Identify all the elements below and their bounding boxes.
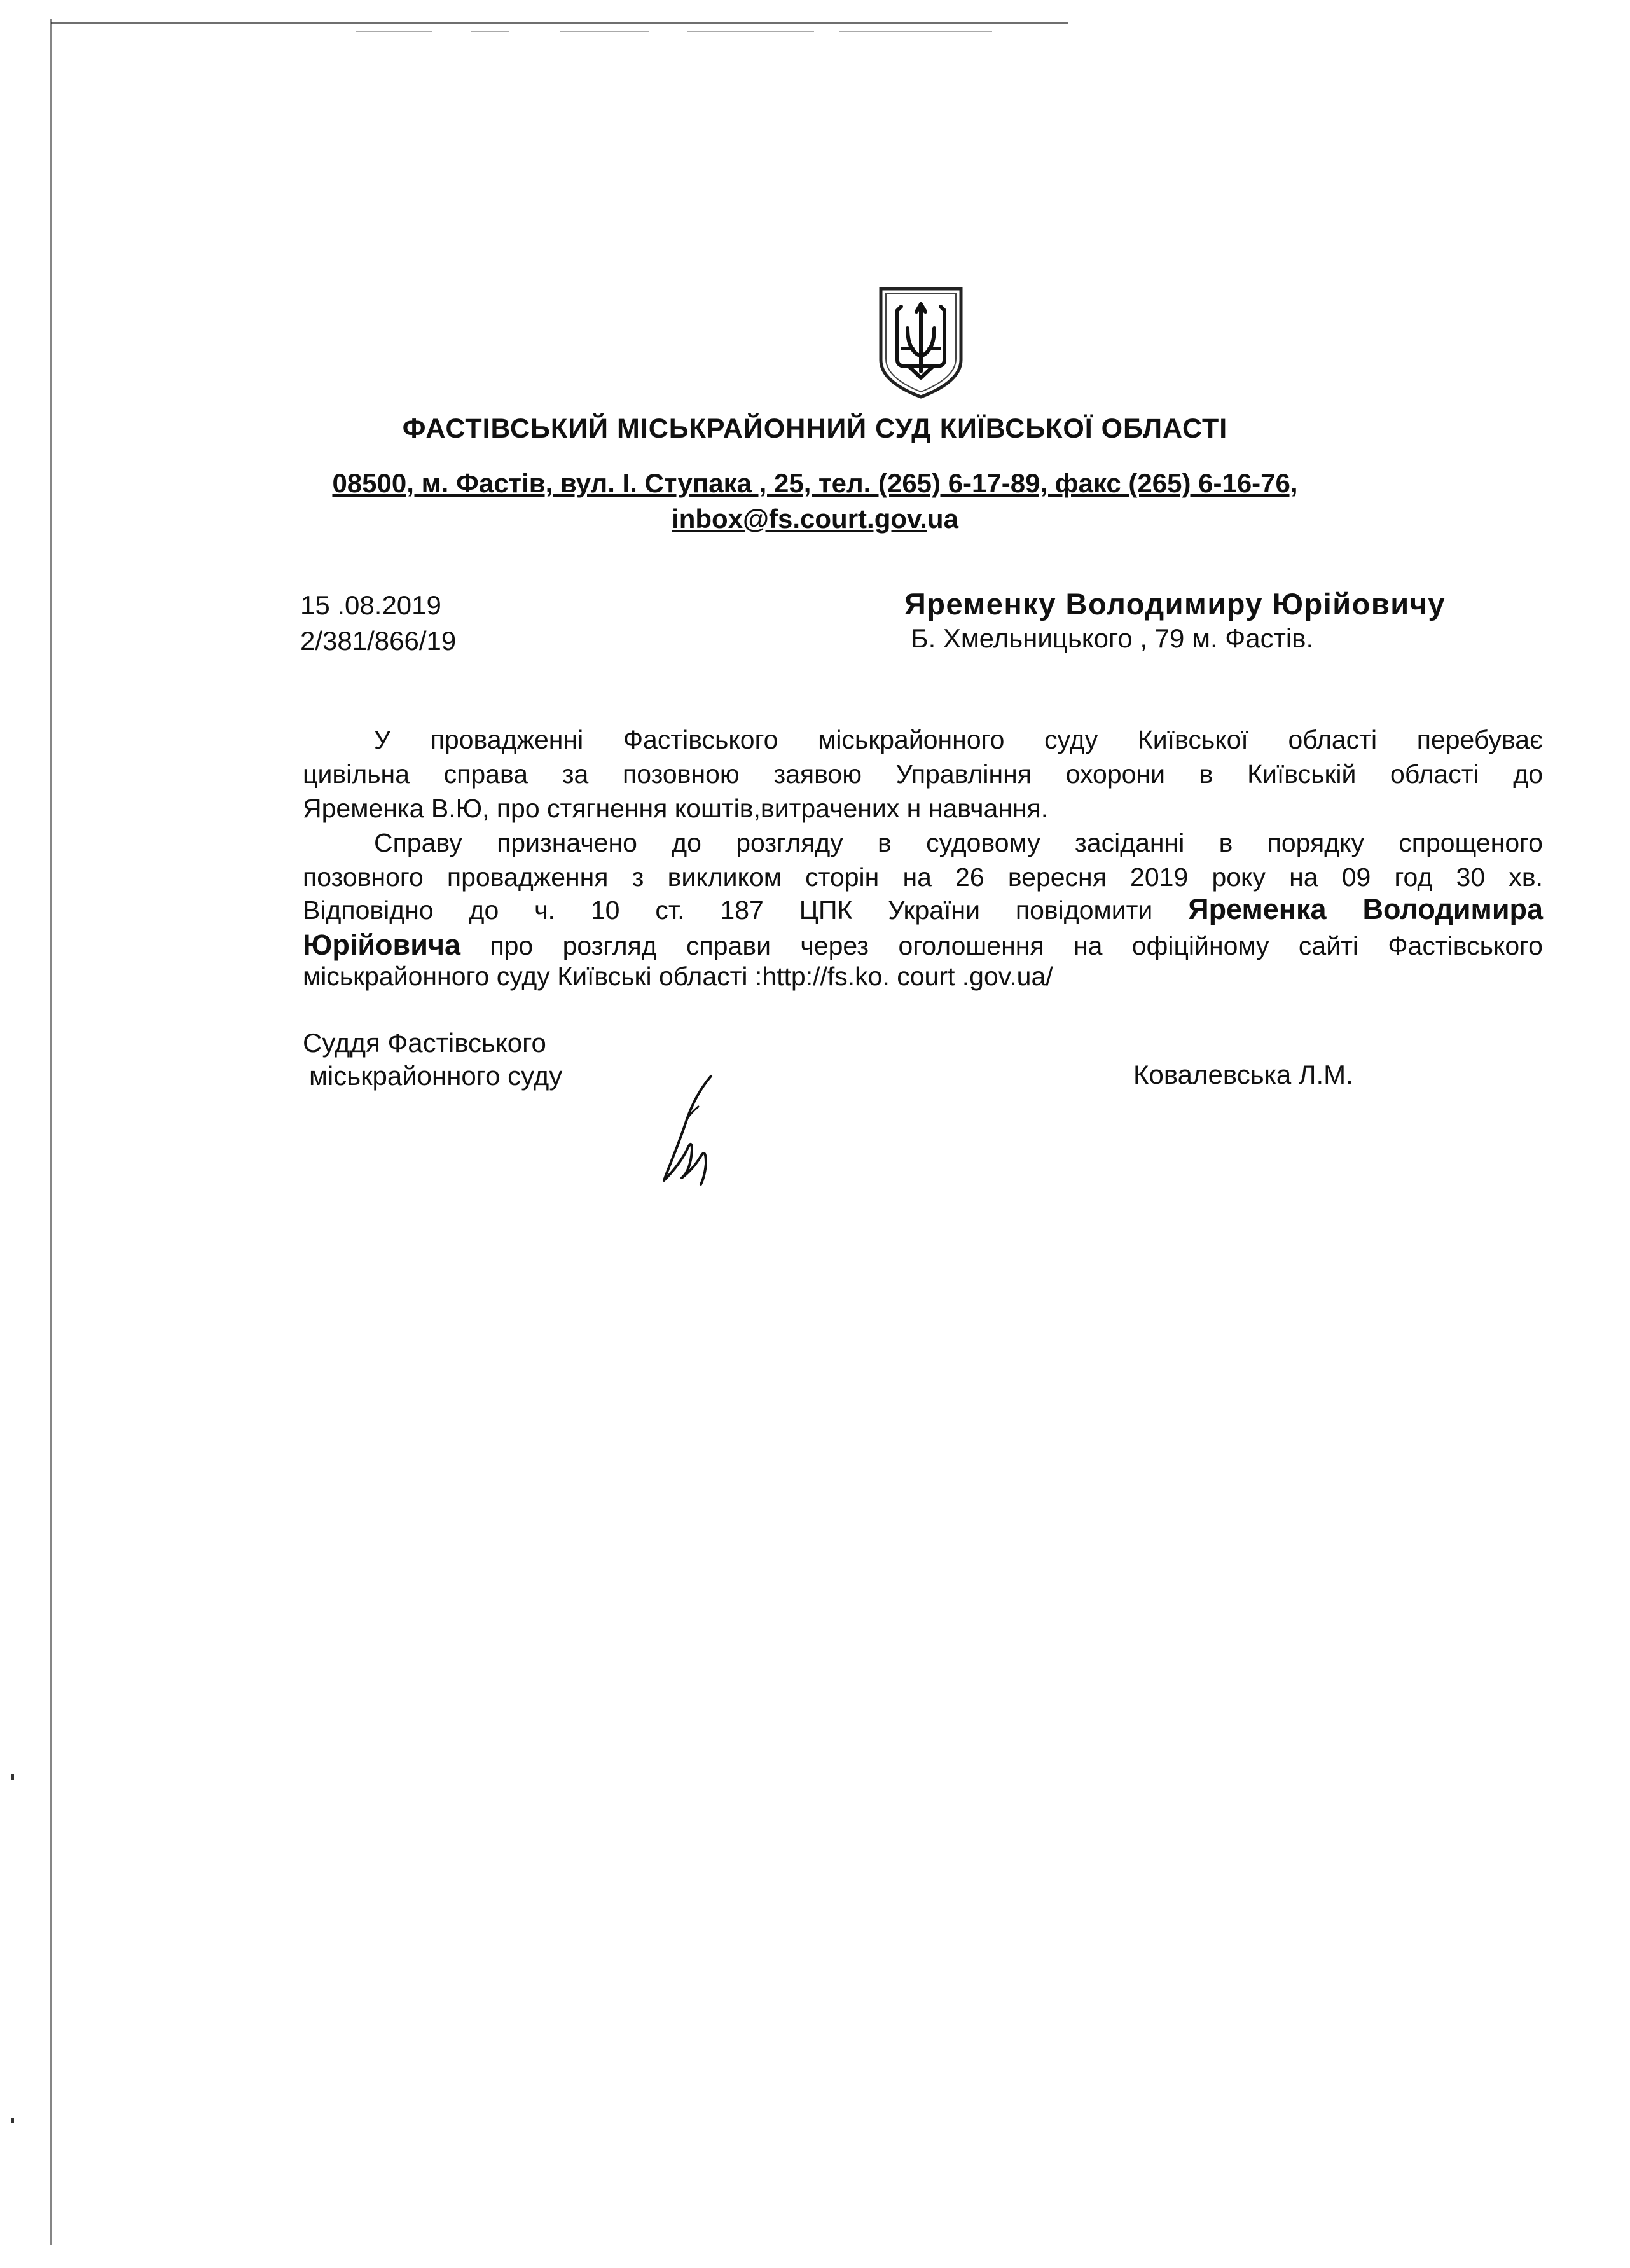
scan-dash [687,31,814,32]
scan-dash [471,31,509,32]
body-text: цивільна справа за позовною заявою Управління охорони в Київській області до [303,759,1543,789]
body-text: Відповідно до ч. 10 ст. 187 ЦПК України повідомити [303,895,1153,925]
court-email-suffix: ua [927,504,958,534]
recipient-address: Б. Хмельницького , 79 м. Фастів. [911,623,1314,653]
body-text: позовного провадження з викликом сторін на 26 вересня 2019 року на 09 год 30 хв. [303,862,1543,892]
body-p2-line2 [303,862,1543,892]
body-p2-line4 [303,929,1543,962]
document-date: 15 .08.2019 [300,590,441,620]
scan-margin-dot [11,2118,14,2123]
scan-edge-left [50,19,52,2245]
scan-margin-dot [11,1774,14,1780]
court-email-line [0,504,1630,534]
scan-dash [560,31,649,32]
trident-coat-of-arms-icon [876,285,966,401]
court-name: ФАСТІВСЬКИЙ МІСЬКРАЙОННИЙ СУД КИЇВСЬКОЇ ОБЛАСТІ [402,413,1228,444]
body-p2-line3 [303,893,1543,926]
body-text: Справу призначено до розгляду в судовому засіданні в порядку спрощеного [374,828,1543,857]
judge-position-line2: міськрайонного суду [309,1061,563,1091]
body-p1-line2 [303,759,1543,789]
judge-position-line1: Суддя Фастівського [303,1028,546,1058]
reference-number: 2/381/866/19 [300,626,457,656]
body-p1-line3: Яременка В.Ю, про стягнення коштів,витрачених н навчання. [303,794,1049,823]
body-p1-line1 [374,725,1543,755]
judge-name: Ковалевська Л.М. [1133,1060,1353,1089]
recipient-name: Яременку Володимиру Юрійовичу [904,587,1446,621]
body-p2-line1 [374,828,1543,858]
body-text: про розгляд справи через оголошення на офіційному сайті Фастівського [490,931,1543,960]
defendant-patronymic-bold: Юрійовича [303,929,461,961]
body-text: У провадженні Фастівського міськрайонного суду Київської області перебуває [374,725,1543,754]
body-p2-line5: міськрайонного суду Київські області :http://fs.ko. court .gov.ua/ [303,962,1053,991]
handwritten-signature [642,1068,738,1189]
court-email[interactable]: inbox@fs.court.gov. [672,504,927,534]
defendant-name-bold: Яременка Володимира [1188,893,1543,925]
scan-dash [356,31,432,32]
scan-edge-top [51,22,1068,24]
scan-dash [839,31,992,32]
court-address: 08500, м. Фастів, вул. І. Ступака , 25, тел. (265) 6-17-89, факс (265) 6-16-76, [332,468,1298,498]
